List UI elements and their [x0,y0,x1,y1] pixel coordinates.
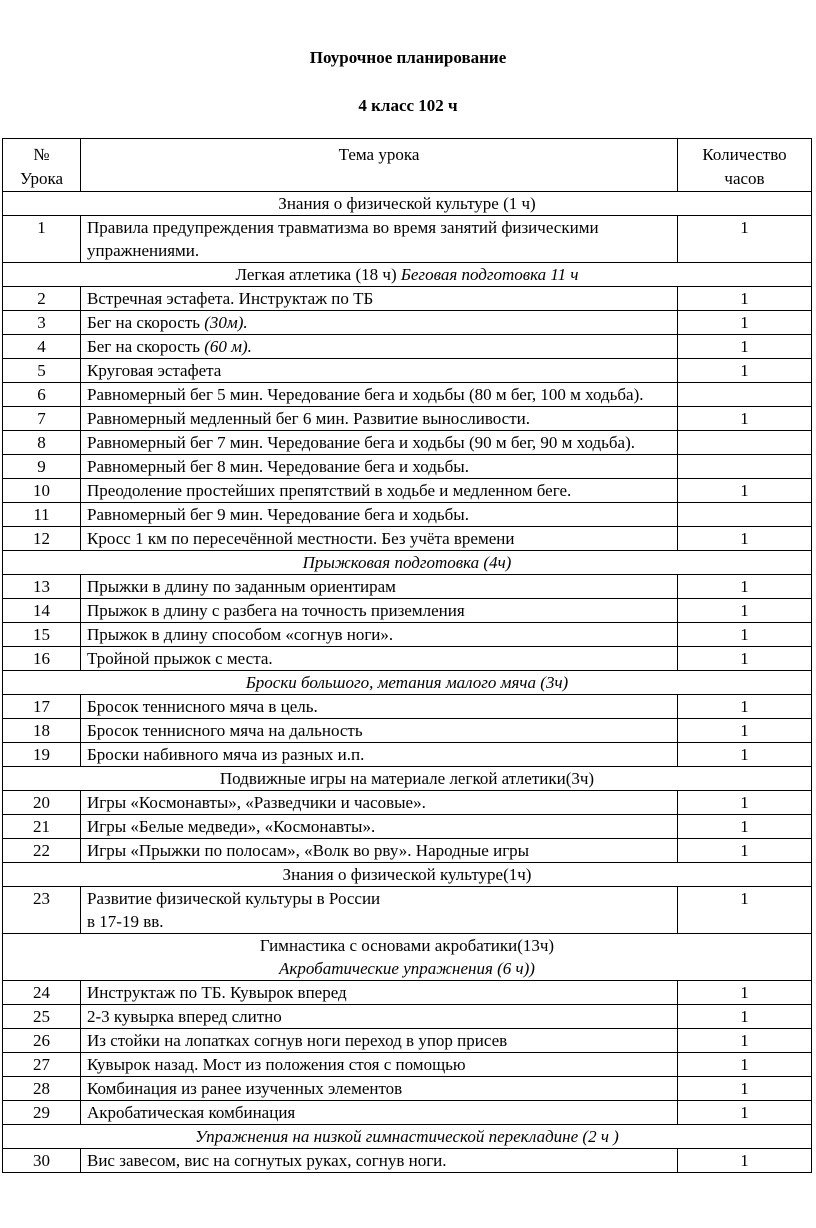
table-row: 21 Игры «Белые медведи», «Космонавты». 1 [3,815,812,839]
table-row: 6 Равномерный бег 5 мин. Чередование бега и ходьбы (80 м бег, 100 м ходьба). [3,383,812,407]
table-row: 15 Прыжок в длину способом «согнув ноги». 1 [3,623,812,647]
lesson-plan-table [2,138,812,1173]
table-row: 26 Из стойки на лопатках согнув ноги переход в упор присев 1 [3,1029,812,1053]
section-row: Прыжковая подготовка (4ч) [3,551,812,575]
table-row: 28 Комбинация из ранее изученных элементов 1 [3,1077,812,1101]
table-row: 2 Встречная эстафета. Инструктаж по ТБ 1 [3,287,812,311]
header-topic: Тема урока [81,139,678,192]
table-row: 22 Игры «Прыжки по полосам», «Волк во рву». Народные игры 1 [3,839,812,863]
table-row: 16 Тройной прыжок с места. 1 [3,647,812,671]
page-subtitle: 4 класс 102 ч [358,96,458,115]
table-row: 20 Игры «Космонавты», «Разведчики и часовые». 1 [3,791,812,815]
table-row: 11 Равномерный бег 9 мин. Чередование бега и ходьбы. [3,503,812,527]
table-row: 18 Бросок теннисного мяча на дальность 1 [3,719,812,743]
table-row: 30 Вис завесом, вис на согнутых руках, согнув ноги. 1 [3,1149,812,1173]
table-row: 23 Развитие физической культуры в России в 17-19 вв. 1 [3,887,812,934]
section-row: Броски большого, метания малого мяча (3ч) [3,671,812,695]
table-row: 7 Равномерный медленный бег 6 мин. Развитие выносливости. 1 [3,407,812,431]
section-row: Знания о физической культуре(1ч) [3,863,812,887]
table-row: 1 Правила предупреждения травматизма во время занятий физическими упражнениями. 1 [3,216,812,263]
page-title: Поурочное планирование [309,48,507,67]
table-row: 9 Равномерный бег 8 мин. Чередование бега и ходьбы. [3,455,812,479]
table-row: 29 Акробатическая комбинация 1 [3,1101,812,1125]
section-row: Подвижные игры на материале легкой атлетики(3ч) [3,767,812,791]
table-row: 13 Прыжки в длину по заданным ориентирам 1 [3,575,812,599]
table-row: 24 Инструктаж по ТБ. Кувырок вперед 1 [3,981,812,1005]
table-row: 17 Бросок теннисного мяча в цель. 1 [3,695,812,719]
table-row: 10 Преодоление простейших препятствий в ходьбе и медленном беге. 1 [3,479,812,503]
section-row: Знания о физической культуре (1 ч) [3,192,812,216]
table-header-row [3,139,812,192]
table-row: 4 Бег на скорость (60 м). 1 [3,335,812,359]
table-row: 14 Прыжок в длину с разбега на точность приземления 1 [3,599,812,623]
section-row: Гимнастика с основами акробатики(13ч) Акробатические упражнения (6 ч)) [3,934,812,981]
table-row: 27 Кувырок назад. Мост из положения стоя с помощью 1 [3,1053,812,1077]
table-row: 19 Броски набивного мяча из разных и.п. 1 [3,743,812,767]
section-row: Легкая атлетика (18 ч) Беговая подготовка 11 ч [3,263,812,287]
header-hours: Количество часов [678,139,812,192]
table-row: 12 Кросс 1 км по пересечённой местности. Без учёта времени 1 [3,527,812,551]
header-lesson-number: № Урока [3,139,81,192]
section-row: Упражнения на низкой гимнастической перекладине (2 ч ) [3,1125,812,1149]
table-row: 3 Бег на скорость (30м). 1 [3,311,812,335]
table-row: 5 Круговая эстафета 1 [3,359,812,383]
table-row: 8 Равномерный бег 7 мин. Чередование бега и ходьбы (90 м бег, 90 м ходьба). [3,431,812,455]
table-row: 25 2-3 кувырка вперед слитно 1 [3,1005,812,1029]
